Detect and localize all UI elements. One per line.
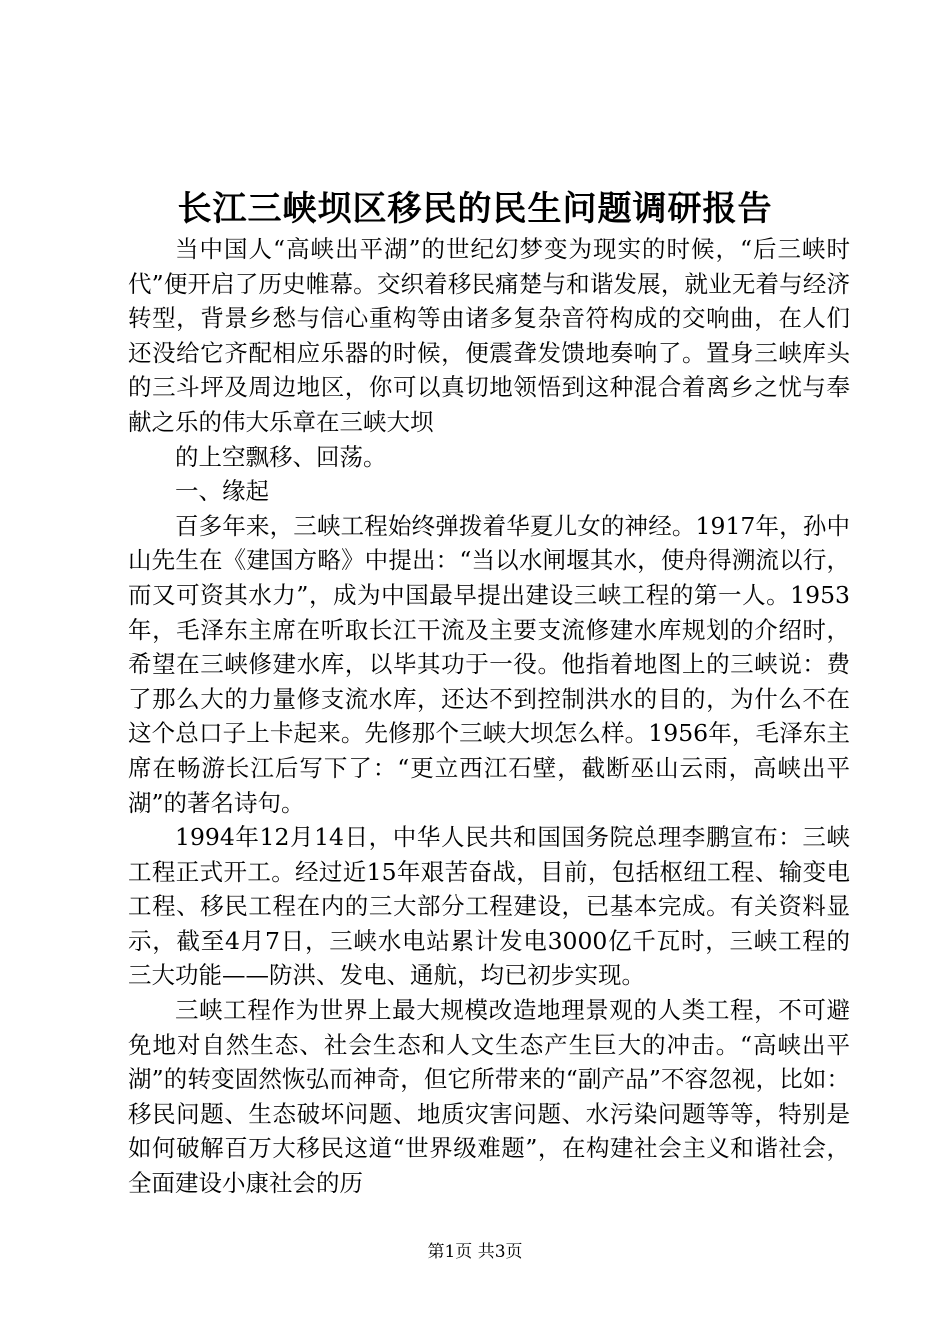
document-body <box>128 232 850 1201</box>
page-footer: 第1页 共3页 <box>427 1242 523 1262</box>
paragraph-intro-continued: 的上空飘移、回荡。 <box>175 442 387 471</box>
paragraph-construction: 1994年12月14日，中华人民共和国国务院总理李鹏宣布：三峡工程正式开工。经过近15年艰苦奋战，目前，包括枢纽工程、输变电工程、移民工程在内的三大部分工程建设，已基本完成。有关资料显示，截至4月7日，三峡水电站累计发电3000亿千瓦时，三峡工程的三大功能——防洪、发电、通航，均已初步实现。 <box>128 823 850 990</box>
document-title: 长江三峡坝区移民的民生问题调研报告 <box>177 189 773 229</box>
paragraph-intro: 当中国人“高峡出平湖”的世纪幻梦变为现实的时候，“后三峡时代”便开启了历史帷幕。交织着移民痛楚与和谐发展，就业无着与经济转型，背景乡愁与信心重构等由诸多复杂音符构成的交响曲，在人们还没给它齐配相应乐器的时候，便震聋发馈地奏响了。置身三峡库头的三斗坪及周边地区，你可以真切地领悟到这种混合着离乡之忧与奉献之乐的伟大乐章在三峡大坝 <box>128 235 850 436</box>
paragraph-history: 百多年来，三峡工程始终弹拨着华夏儿女的神经。1917年，孙中山先生在《建国方略》中提出：“当以水闸堰其水，使舟得溯流以行，而又可资其水力”，成为中国最早提出建设三峡工程的第一人。1953年，毛泽东主席在听取长江干流及主要支流修建水库规划的介绍时，希望在三峡修建水库，以毕其功于一役。他指着地图上的三峡说：费了那么大的力量修支流水库，还达不到控制洪水的目的，为什么不在这个总口子上卡起来。先修那个三峡大坝怎么样。1956年，毛泽东主席在畅游长江后写下了：“更立西江石壁，截断巫山云雨，高峡出平湖”的著名诗句。 <box>128 511 850 817</box>
section-heading-origin: 一、缘起 <box>175 477 269 506</box>
paragraph-impact: 三峡工程作为世界上最大规模改造地理景观的人类工程，不可避免地对自然生态、社会生态和人文生态产生巨大的冲击。“高峡出平湖”的转变固然恢弘而神奇，但它所带来的“副产品”不容忽视，比如：移民问题、生态破坏问题、地质灾害问题、水污染问题等等，特别是如何破解百万大移民这道“世界级难题”，在构建社会主义和谐社会，全面建设小康社会的历 <box>128 996 850 1198</box>
